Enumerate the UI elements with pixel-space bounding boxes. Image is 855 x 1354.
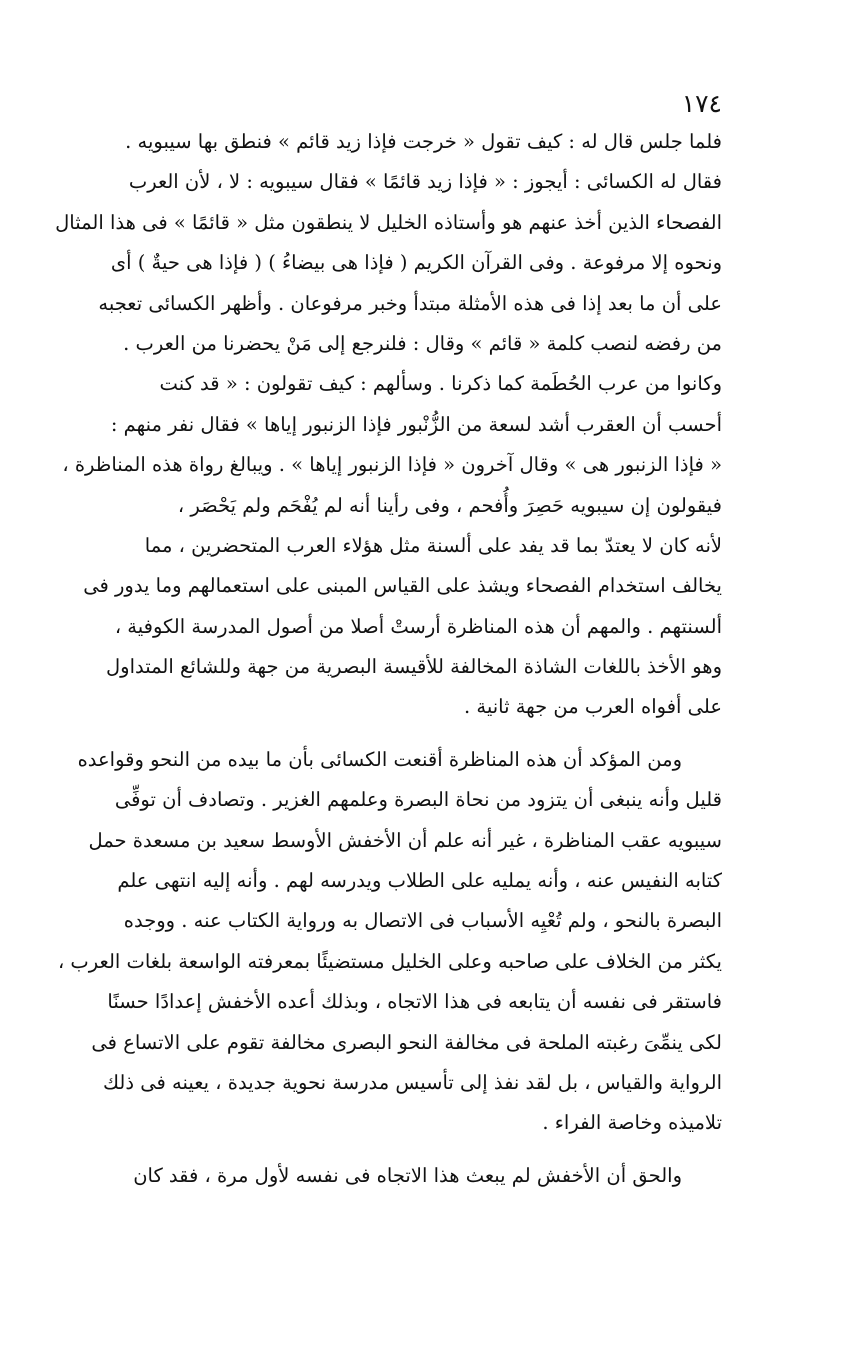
text-line: ومن المؤكد أن هذه المناظرة أقنعت الكسائى بأن ما بيده من النحو وقواعده <box>77 747 682 771</box>
paragraph <box>50 122 722 728</box>
paragraph <box>50 1156 722 1196</box>
text-line: فلما جلس قال له : كيف تقول « خرجت فإذا زيد قائم » فنطق بها سيبويه . <box>125 130 722 153</box>
body-text <box>50 122 722 1196</box>
text-line: من رفضه لنصب كلمة « قائم » وقال : فلنرجع إلى مَنْ يحضرنا من العرب . <box>123 331 722 355</box>
text-line: البصرة بالنحو ، ولم تُعْيِه الأسباب فى الاتصال به ورواية الكتاب عنه . ووجده <box>123 909 722 933</box>
text-line: الرواية والقياس ، بل لقد نفذ إلى تأسيس مدرسة نحوية جديدة ، يعينه فى ذلك <box>102 1070 722 1094</box>
text-line: وكانوا من عرب الحُطَمة كما ذكرنا . وسألهم : كيف تقولون : « قد كنت <box>159 372 722 396</box>
text-line: ونحوه إلا مرفوعة . وفى القرآن الكريم ( فإذا هى بيضاءُ ) ( فإذا هى حيةٌ ) أى <box>110 251 722 275</box>
text-line: كتابه النفيس عنه ، وأنه يمليه على الطلاب ويدرسه لهم . وأنه إليه انتهى علم <box>117 869 722 893</box>
text-line: على أفواه العرب من جهة ثانية . <box>464 695 722 719</box>
text-line: لكى ينمِّىَ رغبته الملحة فى مخالفة النحو البصرى مخالفة تقوم على الاتساع فى <box>91 1030 722 1054</box>
text-line: سيبويه عقب المناظرة ، غير أنه علم أن الأخفش الأوسط سعيد بن مسعدة حمل <box>88 828 722 852</box>
text-line: تلاميذه وخاصة الفراء . <box>542 1111 722 1135</box>
text-line: لأنه كان لا يعتدّ بما قد يفد على ألسنة مثل هؤلاء العرب المتحضرين ، مما <box>144 533 722 557</box>
text-line: الفصحاء الذين أخذ عنهم هو وأستاذه الخليل لا ينطقون مثل « قائمًا » فى هذا المثال <box>55 210 722 234</box>
text-line: يخالف استخدام الفصحاء ويشذ على القياس المبنى على استعمالهم وما يدور فى <box>83 574 722 598</box>
text-line: فاستقر فى نفسه أن يتابعه فى هذا الاتجاه ، وبذلك أعده الأخفش إعدادًا حسنًا <box>107 990 722 1014</box>
text-line: فقال له الكسائى : أيجوز : « فإذا زيد قائمًا » فقال سيبويه : لا ، لأن العرب <box>128 170 722 194</box>
text-line: فيقولون إن سيبويه حَصِرَ وأُفحم ، وفى رأينا أنه لم يُفْحَم ولم يَحْصَر ، <box>177 493 722 517</box>
text-line: أحسب أن العقرب أشد لسعة من الزُّنْبور فإذا الزنبور إياها » فقال نفر منهم : <box>110 412 722 436</box>
text-line: ألسنتهم . والمهم أن هذه المناظرة أرستْ أصلا من أصول المدرسة الكوفية ، <box>114 614 722 638</box>
page-number: ١٧٤ <box>681 89 722 118</box>
text-line: « فإذا الزنبور هى » وقال آخرون « فإذا الزنبور إياها » . ويبالغ رواة هذه المناظرة ، <box>62 453 722 477</box>
paragraph <box>50 740 722 1144</box>
text-line: قليل وأنه ينبغى أن يتزود من نحاة البصرة وعلمهم الغزير . وتصادف أن توفِّى <box>114 788 722 812</box>
text-line: وهو الأخذ باللغات الشاذة المخالفة للأقيسة البصرية من جهة وللشائع المتداول <box>105 655 722 679</box>
text-line: على أن ما بعد إذا فى هذه الأمثلة مبتدأ وخبر مرفوعان . وأظهر الكسائى تعجبه <box>98 291 722 315</box>
document-page <box>50 88 722 1196</box>
text-line: والحق أن الأخفش لم يبعث هذا الاتجاه فى نفسه لأول مرة ، فقد كان <box>133 1163 682 1187</box>
text-line: يكثر من الخلاف على صاحبه وعلى الخليل مستضيئًا بمعرفته الواسعة بلغات العرب ، <box>57 949 722 973</box>
